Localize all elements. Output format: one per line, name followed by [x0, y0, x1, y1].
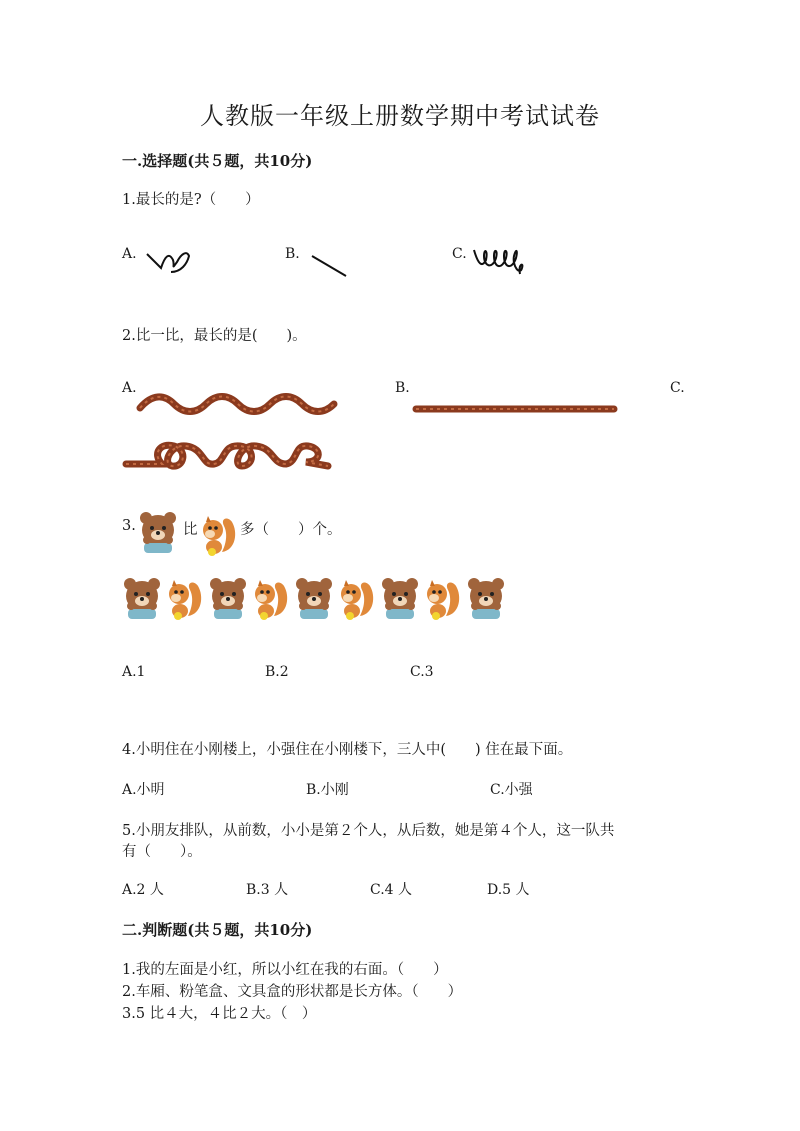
judgement-item-3: 3.5 比４大，４比２大。（ ） — [122, 1006, 317, 1022]
squiggle-line-a — [145, 246, 195, 278]
question-5-line-2: 有（ ）。 — [122, 844, 202, 860]
squirrel-icon — [252, 578, 290, 620]
judgement-item-2: 2.车厢、粉笔盒、文具盒的形状都是长方体。（ ） — [122, 984, 463, 1000]
page-title: 人教版一年级上册数学期中考试试卷 — [200, 102, 600, 130]
bear-icon — [122, 576, 162, 620]
squirrel-icon — [200, 514, 238, 556]
squirrel-icon — [424, 578, 462, 620]
q2-option-a-label: A. — [122, 380, 137, 396]
knotted-rope-a — [122, 432, 332, 474]
bear-icon — [294, 576, 334, 620]
squirrel-icon — [166, 578, 204, 620]
bear-icon — [380, 576, 420, 620]
question-3-number: 3. — [122, 518, 136, 534]
squirrel-icon — [338, 578, 376, 620]
q1-option-a-label: A. — [122, 246, 137, 262]
bear-icon — [466, 576, 506, 620]
q1-option-b-label: B. — [285, 246, 300, 262]
q4-option-a: A.小明 — [122, 782, 165, 798]
q4-option-b: B.小刚 — [306, 782, 349, 798]
bear-icon — [138, 510, 178, 554]
bear-icon — [208, 576, 248, 620]
judgement-item-1: 1.我的左面是小红，所以小红在我的右面。（ ） — [122, 962, 448, 978]
q3-option-a: A.1 — [122, 664, 146, 680]
q5-option-c: C.4 人 — [370, 882, 413, 898]
q4-option-c: C.小强 — [490, 782, 533, 798]
question-3-compare-word: 比 — [183, 522, 198, 538]
section-heading-choice: 一.选择题(共５题，共10分) — [122, 152, 313, 170]
q3-option-c: C.3 — [410, 664, 434, 680]
question-2: 2.比一比，最长的是( )。 — [122, 328, 307, 344]
q5-option-a: A.2 人 — [122, 882, 164, 898]
q2-option-c-label: C. — [670, 380, 685, 396]
q5-option-b: B.3 人 — [246, 882, 289, 898]
question-3-tail: 多（ ）个。 — [240, 522, 342, 538]
straight-rope-b — [412, 403, 618, 415]
wavy-rope-a — [138, 392, 338, 420]
q1-option-c-label: C. — [452, 246, 467, 262]
question-5-line-1: 5.小朋友排队，从前数，小小是第２个人，从后数，她是第４个人，这一队共 — [122, 823, 615, 839]
q5-option-d: D.5 人 — [487, 882, 530, 898]
bear-squirrel-row — [122, 576, 506, 622]
q2-option-b-label: B. — [395, 380, 410, 396]
section-heading-judgement: 二.判断题(共５题，共10分) — [122, 921, 313, 939]
straight-line-b — [310, 252, 350, 280]
q3-option-b: B.2 — [265, 664, 289, 680]
curly-line-c — [472, 244, 532, 280]
question-1: 1.最长的是?（ ） — [122, 192, 260, 208]
question-4: 4.小明住在小刚楼上，小强住在小刚楼下，三人中( ) 住在最下面。 — [122, 742, 573, 758]
